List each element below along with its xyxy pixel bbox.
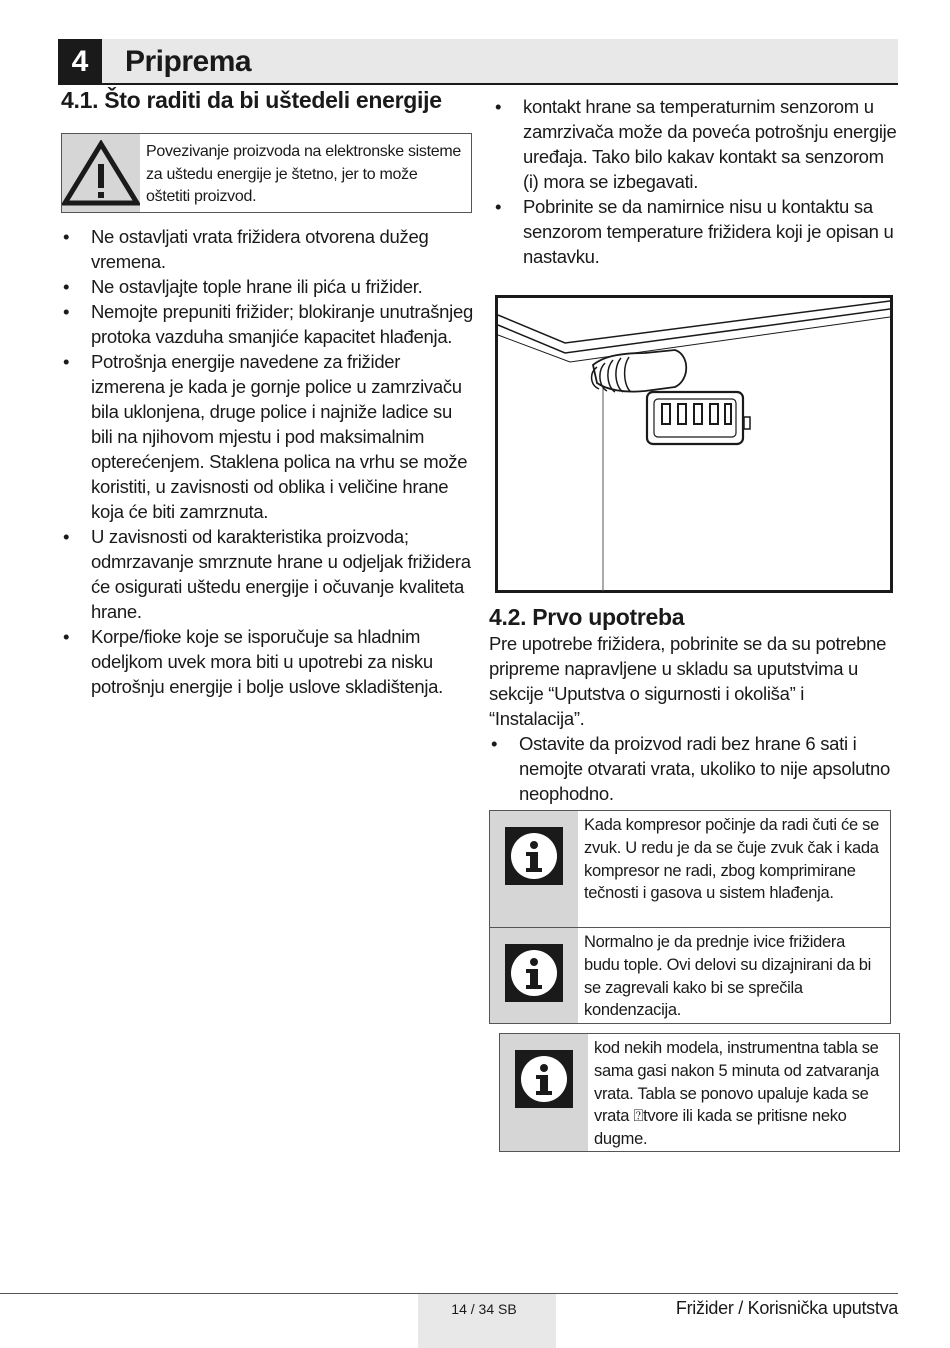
info-row	[490, 811, 890, 927]
info-box-group	[489, 810, 891, 1024]
list-item: • U zavisnosti od karakteristika proizvoda; odmrzavanje smrznute hrane u odjeljak frižidera će osigurati uštedu energije i očuvanje kvaliteta hrane.	[63, 526, 471, 622]
info-row	[490, 927, 890, 1023]
info-box-panel	[499, 1033, 900, 1152]
info-text-panel: kod nekih modela, instrumentna tabla se sama gasi nakon 5 minuta od zatvaranja vrata. Tabla se ponovo upaluje kada se vrata ⍰tvore ili kada se pritisne neko dugme.	[594, 1039, 879, 1149]
info-text-edges: Normalno je da prednje ivice frižidera budu tople. Ovi delovi su dizajnirani da bi se zagrevali kako bi se sprečila kondenzacija.	[584, 933, 872, 1020]
list-item: • Korpe/fioke koje se isporučuje sa hladnim odeljkom uvek mora biti u upotrebi za nisku potrošnju energije i bolje uslove skladištenja.	[63, 626, 444, 697]
list-item: • Potrošnja energije navedene za frižider izmerena je kada je gornje police u zamrzivaču bila uklonjena, druge police i najniže ladice su bili na njihovom mjestu i pod maksimalnim opterećenjem. Staklena polica na vrhu se može koristiti, u zavisnosti od oblika i veličine hrane koja će biti zamrznuta.	[63, 351, 468, 522]
page-number: 14 / 34 SB	[451, 1301, 517, 1317]
list-item: • kontakt hrane sa temperaturnim senzorom u zamrzivača može da poveća potrošnju energije uređaja. Tako bilo kakav kontakt sa senzorom (i) mora se izbegavati.	[495, 96, 897, 192]
list-item: • Pobrinite se da namirnice nisu u kontaktu sa senzorom temperature frižidera koji je opisan u nastavku.	[495, 196, 894, 267]
left-column	[61, 224, 473, 699]
warning-triangle-icon	[62, 134, 140, 212]
section-heading-4-2: 4.2. Prvo upotreba	[489, 604, 685, 630]
first-use-list	[489, 731, 901, 806]
info-icon	[490, 811, 578, 927]
energy-tips-list	[61, 224, 473, 699]
right-column-top	[493, 94, 901, 269]
section-heading-4-1: 4.1. Što raditi da bi uštedeli energije	[61, 87, 442, 113]
info-text-compressor: Kada kompresor počinje da radi čuti će se zvuk. U redu je da se čuje zvuk čak i kada kompresor ne radi, zbog komprimirane tečnosti i gasova u sistem hlađenja.	[584, 816, 879, 903]
info-icon	[500, 1034, 588, 1151]
list-item: • Ne ostavljajte tople hrane ili pića u frižider.	[63, 276, 423, 297]
info-row	[500, 1034, 899, 1151]
section-4-2-body	[489, 631, 901, 806]
list-item: • Nemojte prepuniti frižider; blokiranje unutrašnjeg protoka vazduha smanjiće kapacitet hlađenja.	[63, 301, 473, 347]
list-item: • Ne ostavljati vrata frižidera otvorena dužeg vremena.	[63, 226, 429, 272]
warning-box	[61, 133, 472, 213]
info-icon	[490, 928, 578, 1023]
sensor-tips-list	[493, 94, 901, 269]
warning-text: Povezivanje proizvoda na elektronske sisteme za uštedu energije je štetno, jer to može oštetiti proizvod.	[146, 143, 461, 205]
chapter-number: 4	[58, 39, 102, 83]
footer-title: Frižider / Korisnička uputstva	[675, 1298, 898, 1318]
list-item: • Ostavite da proizvod radi bez hrane 6 sati i nemojte otvarati vrata, ukoliko to nije apsolutno neophodno.	[491, 733, 890, 804]
sensor-illustration	[495, 295, 893, 593]
chapter-title: Priprema	[125, 45, 252, 78]
intro-paragraph: Pre upotrebe frižidera, pobrinite se da su potrebne pripreme napravljene u skladu sa uputstvima u sekcije “Uputstva o sigurnosti i okoliša” i “Instalacija”.	[489, 633, 887, 729]
